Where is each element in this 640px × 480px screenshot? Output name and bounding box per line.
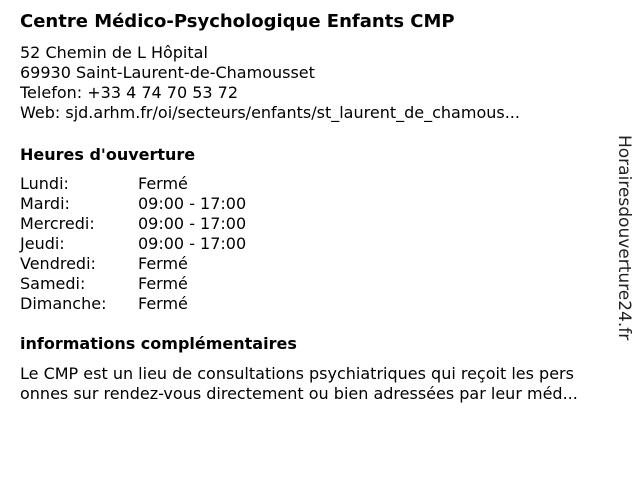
- site-watermark: Horairesdouverture24.fr: [614, 135, 634, 341]
- day-label: Vendredi:: [20, 254, 96, 273]
- address-block: [20, 43, 520, 123]
- description-line-2: onnes sur rendez-vous directement ou bien adressées par leur méd...: [20, 384, 578, 403]
- website-link[interactable]: Web: sjd.arhm.fr/oi/secteurs/enfants/st_laurent_de_chamous...: [20, 103, 520, 122]
- city-address: 69930 Saint-Laurent-de-Chamousset: [20, 63, 315, 82]
- description-text: [20, 364, 635, 404]
- phone-number: Telefon: +33 4 74 70 53 72: [20, 83, 239, 102]
- hours-heading: Heures d'ouverture: [20, 145, 196, 164]
- info-heading: informations complémentaires: [20, 334, 297, 353]
- street-address: 52 Chemin de L Hôpital: [20, 43, 208, 62]
- description-line-1: Le CMP est un lieu de consultations psychiatriques qui reçoit les pers: [20, 364, 574, 383]
- time-value: Fermé: [138, 174, 188, 193]
- day-label: Mardi:: [20, 194, 70, 213]
- day-label: Lundi:: [20, 174, 69, 193]
- day-label: Dimanche:: [20, 294, 107, 313]
- day-label: Samedi:: [20, 274, 86, 293]
- time-value: Fermé: [138, 294, 188, 313]
- time-value: 09:00 - 17:00: [138, 214, 247, 233]
- time-value: 09:00 - 17:00: [138, 194, 247, 213]
- time-value: Fermé: [138, 254, 188, 273]
- day-label: Jeudi:: [20, 234, 65, 253]
- page-title: Centre Médico-Psychologique Enfants CMP: [20, 11, 455, 32]
- day-label: Mercredi:: [20, 214, 95, 233]
- time-value: Fermé: [138, 274, 188, 293]
- time-value: 09:00 - 17:00: [138, 234, 247, 253]
